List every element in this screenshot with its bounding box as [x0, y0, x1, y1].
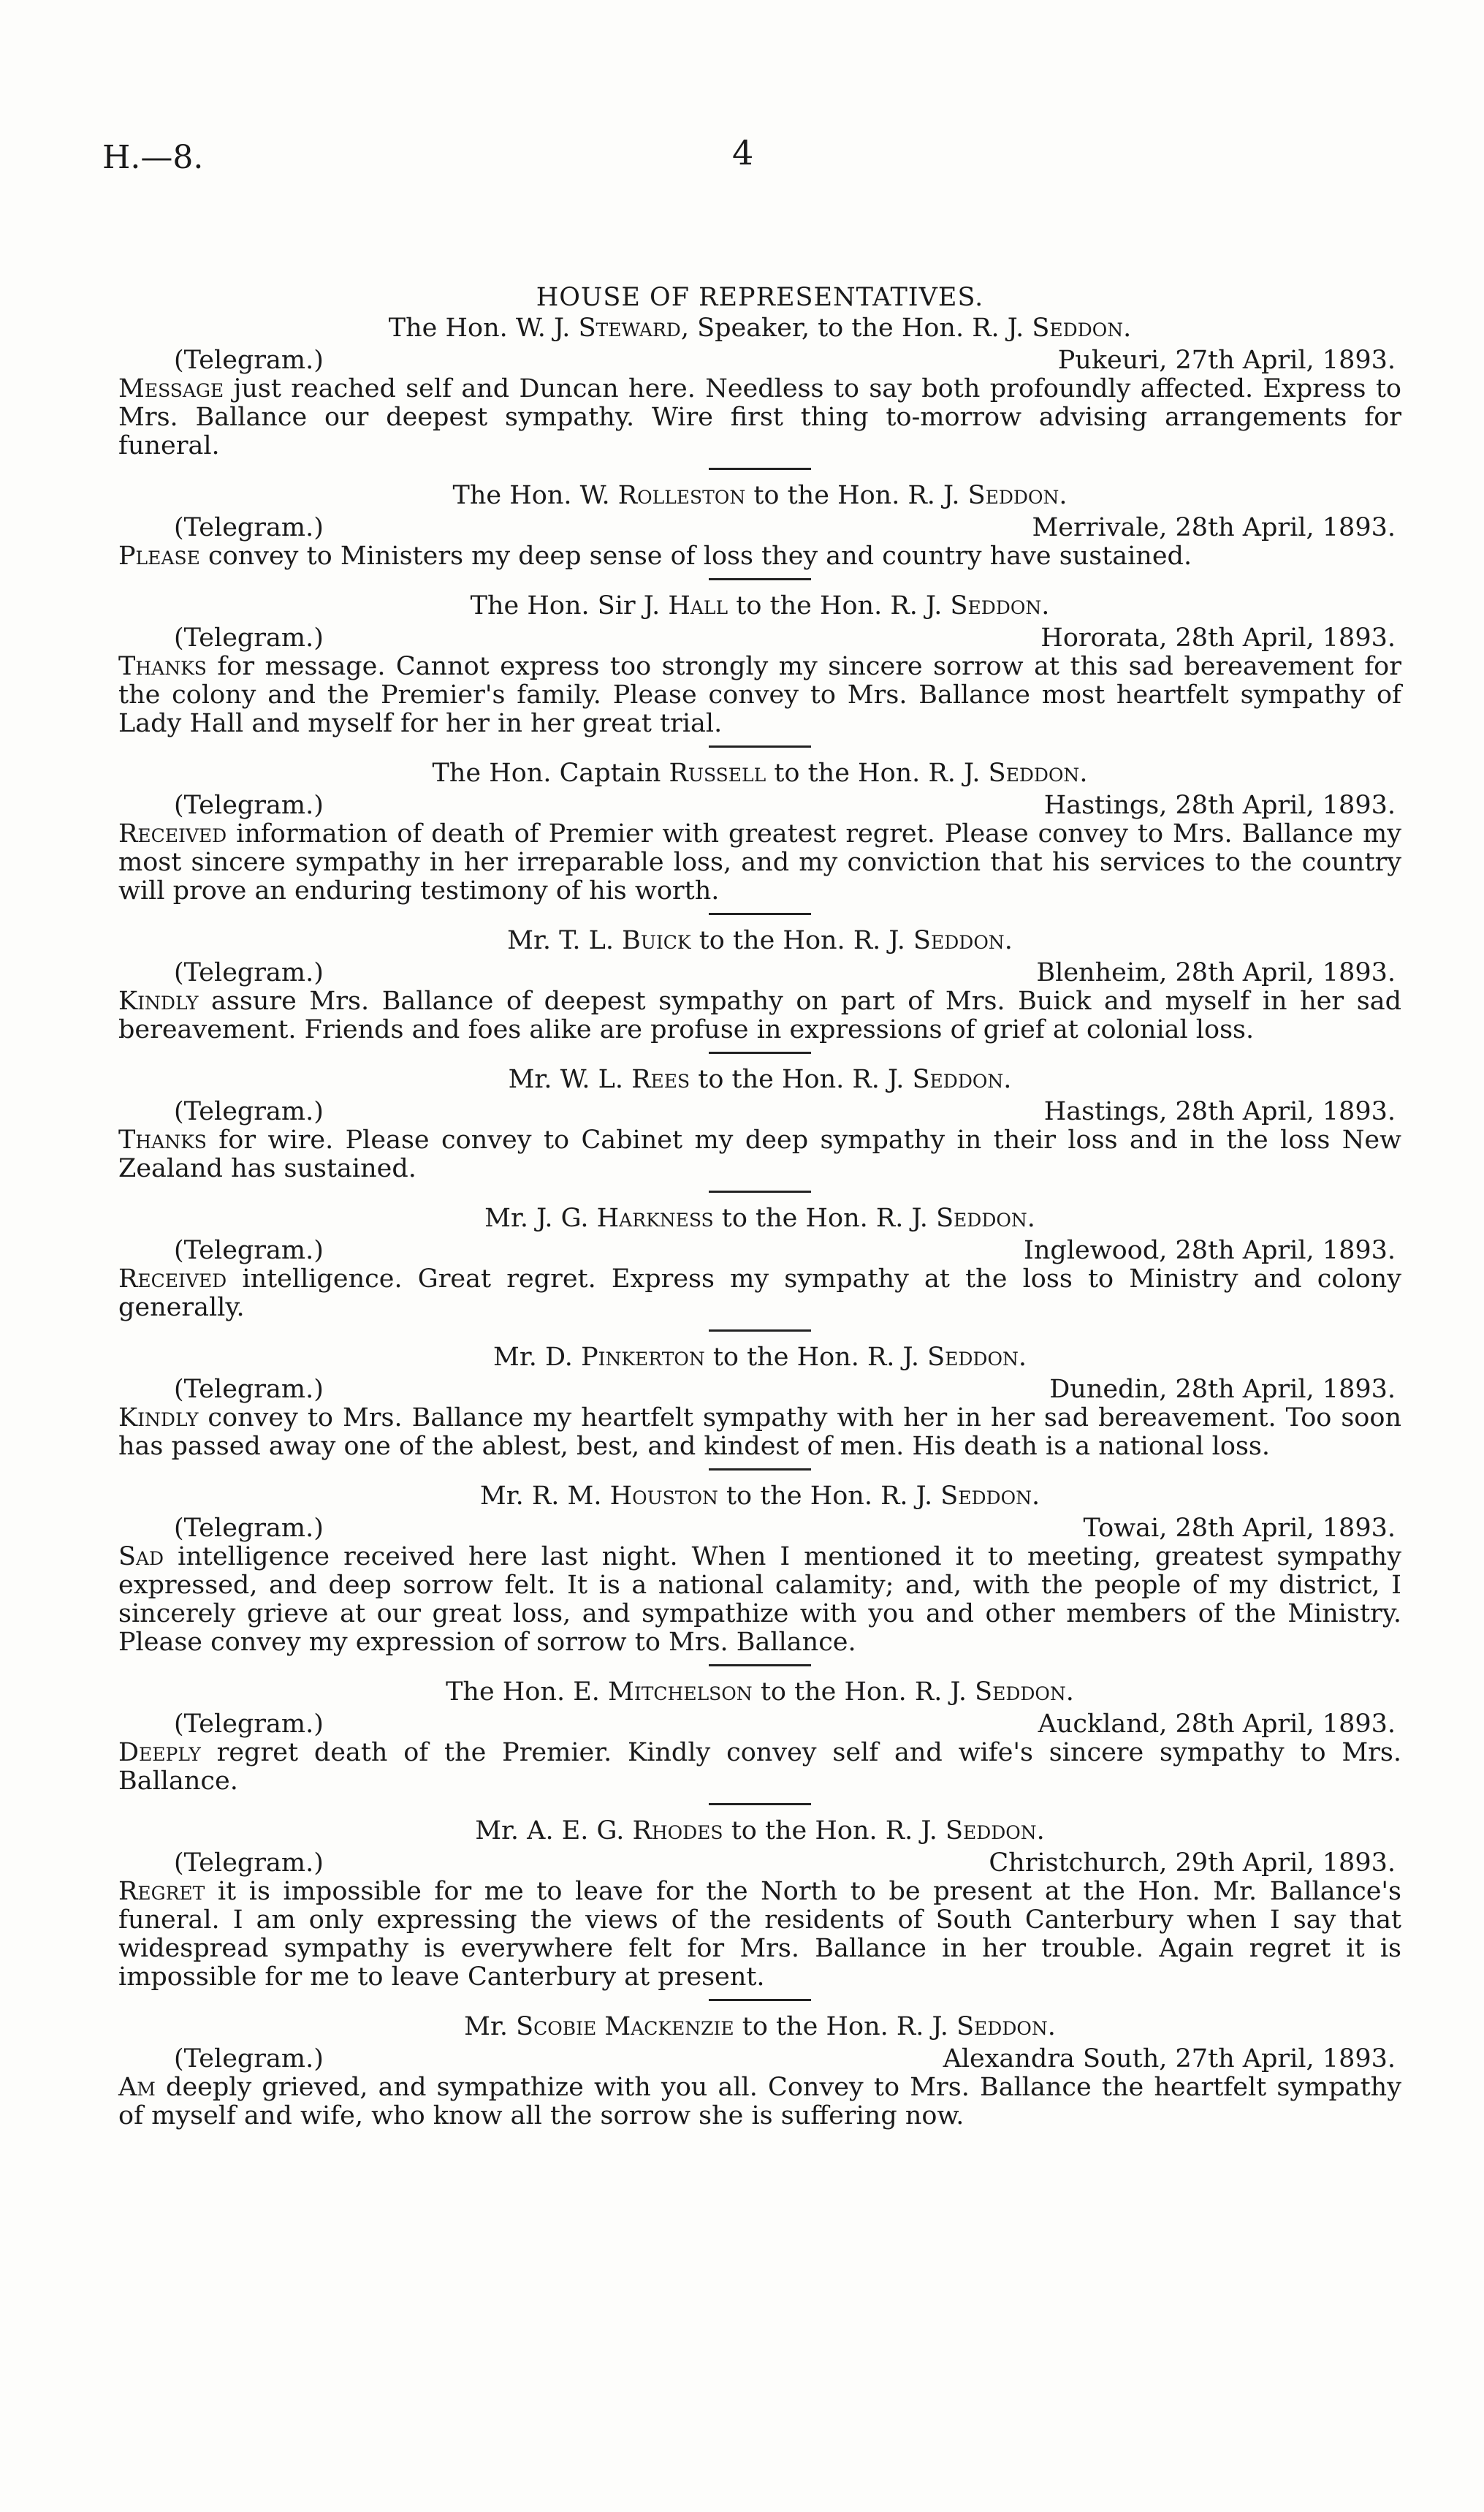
telegram [118, 2013, 1401, 2130]
telegram-meta [118, 1514, 1401, 1543]
telegram-meta [118, 1375, 1401, 1404]
telegram-place-date: Alexandra South, 27th April, 1893. [943, 2044, 1396, 2073]
telegram-place-date: Towai, 28th April, 1893. [1083, 1514, 1396, 1543]
separator-rule [709, 913, 811, 915]
separator-rule [709, 1052, 811, 1054]
telegram-meta [118, 1237, 1401, 1265]
document-body [118, 284, 1401, 2130]
telegram-text [118, 820, 1401, 906]
telegram-body: assure Mrs. Ballance of deepest sympathy on part of Mrs. Buick and myself in her sad bereavement. Friends and foes alike are profuse in expressions of grief at colonial loss. [118, 987, 1401, 1044]
telegram-text [118, 542, 1401, 571]
telegram-label: (Telegram.) [174, 1236, 324, 1265]
telegram-first-word: Message [118, 374, 224, 403]
telegram-heading: Mr. W. L. Rees to the Hon. R. J. Seddon. [508, 1065, 1012, 1094]
telegram-meta [118, 624, 1401, 653]
telegram-label: (Telegram.) [174, 1710, 324, 1739]
telegram-heading: Mr. J. G. Harkness to the Hon. R. J. Seddon. [484, 1204, 1035, 1233]
telegram-body: regret death of the Premier. Kindly convey self and wife's sincere sympathy to Mrs. Ballance. [118, 1738, 1401, 1796]
telegram-heading: Mr. T. L. Buick to the Hon. R. J. Seddon. [507, 926, 1013, 955]
telegram-text [118, 2073, 1401, 2130]
telegram-label: (Telegram.) [174, 1097, 324, 1126]
telegram-label: (Telegram.) [174, 1375, 324, 1404]
telegram-text [118, 653, 1401, 738]
telegram-text [118, 1878, 1401, 1992]
separator-rule [709, 1191, 811, 1193]
telegram-label: (Telegram.) [174, 513, 324, 542]
telegram-first-word: Kindly [118, 987, 199, 1016]
telegram-meta [118, 1849, 1401, 1878]
telegram-first-word: Sad [118, 1542, 164, 1571]
telegram-meta [118, 792, 1401, 820]
separator-rule [709, 468, 811, 470]
telegram-first-word: Received [118, 819, 227, 849]
telegram-place-date: Inglewood, 28th April, 1893. [1024, 1236, 1396, 1265]
telegram-label: (Telegram.) [174, 2044, 324, 2073]
telegram-first-word: Deeply [118, 1738, 201, 1767]
telegram-place-date: Hororata, 28th April, 1893. [1040, 623, 1396, 653]
telegram-body: for message. Cannot express too strongly my sincere sorrow at this sad bereavement for the colony and the Premier's family. Please convey to Mrs. Ballance most heartfelt sympathy of Lady Hall and myself for her in her great trial. [118, 652, 1401, 738]
telegram-heading: The Hon. W. Rolleston to the Hon. R. J. Seddon. [452, 481, 1068, 510]
paper-reference: H.—8. [102, 139, 204, 176]
telegram-place-date: Hastings, 28th April, 1893. [1043, 1097, 1396, 1126]
telegram-meta [118, 1098, 1401, 1126]
telegram [118, 1817, 1401, 1992]
telegram-heading: The Hon. E. Mitchelson to the Hon. R. J. Seddon. [446, 1677, 1074, 1707]
separator-rule [709, 1664, 811, 1666]
telegram-body: intelligence. Great regret. Express my sympathy at the loss to Ministry and colony generally. [118, 1264, 1401, 1322]
separator-rule [709, 578, 811, 580]
telegram-body: information of death of Premier with greatest regret. Please convey to Mrs. Ballance my most sincere sympathy in her irreparable loss, and my conviction that his services to the country will prove an enduring testimony of his worth. [118, 819, 1401, 906]
telegram-first-word: Please [118, 542, 200, 571]
telegram-body: intelligence received here last night. When I mentioned it to meeting, greatest sympathy expressed, and deep sorrow felt. It is a national calamity; and, with the people of my district, I sincerely grieve at our great loss, and sympathize with you and other members of the Ministry. Please convey my expression of sorrow to Mrs. Ballance. [118, 1542, 1401, 1657]
telegram-heading: Mr. R. M. Houston to the Hon. R. J. Seddon. [479, 1481, 1040, 1511]
telegram-meta [118, 346, 1401, 375]
telegram-place-date: Dunedin, 28th April, 1893. [1049, 1375, 1396, 1404]
telegram-meta [118, 514, 1401, 542]
telegram-label: (Telegram.) [174, 1514, 324, 1543]
telegram-first-word: Thanks [118, 652, 207, 681]
telegram-label: (Telegram.) [174, 958, 324, 987]
telegram [118, 1482, 1401, 1657]
telegram-heading: Mr. Scobie Mackenzie to the Hon. R. J. Seddon. [464, 2012, 1056, 2041]
telegram-heading: Mr. D. Pinkerton to the Hon. R. J. Seddon. [493, 1343, 1027, 1372]
telegram-text [118, 1126, 1401, 1183]
telegram-first-word: Regret [118, 1877, 205, 1906]
telegram-text [118, 1739, 1401, 1796]
telegram-body: convey to Ministers my deep sense of loss they and country have sustained. [199, 542, 1192, 571]
page-number: 4 [732, 133, 754, 172]
telegram-meta [118, 1710, 1401, 1739]
telegram-body: deeply grieved, and sympathize with you all. Convey to Mrs. Ballance the heartfelt sympathy of myself and wife, who know all the sorrow she is suffering now. [118, 2073, 1401, 2130]
telegram-place-date: Blenheim, 28th April, 1893. [1036, 958, 1396, 987]
telegram-list [118, 314, 1401, 2130]
telegram-place-date: Auckland, 28th April, 1893. [1038, 1710, 1396, 1739]
telegram-first-word: Kindly [118, 1403, 199, 1433]
telegram-text [118, 375, 1401, 460]
telegram-heading: Mr. A. E. G. Rhodes to the Hon. R. J. Seddon. [475, 1816, 1045, 1845]
telegram-first-word: Am [118, 2073, 156, 2102]
telegram-meta [118, 2045, 1401, 2073]
separator-rule [709, 1803, 811, 1805]
telegram [118, 1066, 1401, 1183]
telegram [118, 1343, 1401, 1461]
telegram-meta [118, 959, 1401, 987]
telegram-label: (Telegram.) [174, 623, 324, 653]
telegram [118, 592, 1401, 738]
telegram [118, 759, 1401, 906]
separator-rule [709, 1468, 811, 1471]
telegram-place-date: Hastings, 28th April, 1893. [1043, 791, 1396, 820]
separator-rule [709, 1999, 811, 2001]
separator-rule [709, 1329, 811, 1332]
telegram [118, 482, 1401, 571]
telegram-first-word: Thanks [118, 1126, 207, 1155]
telegram-place-date: Pukeuri, 27th April, 1893. [1057, 346, 1396, 375]
telegram-first-word: Received [118, 1264, 227, 1294]
telegram-text [118, 987, 1401, 1044]
telegram-text [118, 1543, 1401, 1657]
telegram-label: (Telegram.) [174, 1848, 324, 1878]
telegram-body: just reached self and Duncan here. Needless to say both profoundly affected. Express to Mrs. Ballance our deepest sympathy. Wire first thing to-morrow advising arrangements for funeral. [118, 374, 1401, 460]
telegram-heading: The Hon. Sir J. Hall to the Hon. R. J. Seddon. [470, 591, 1050, 621]
telegram-place-date: Merrivale, 28th April, 1893. [1032, 513, 1396, 542]
telegram [118, 1204, 1401, 1322]
section-title: HOUSE OF REPRESENTATIVES. [536, 283, 984, 312]
telegram-text [118, 1404, 1401, 1461]
telegram [118, 314, 1401, 460]
telegram-text [118, 1265, 1401, 1322]
telegram-label: (Telegram.) [174, 791, 324, 820]
telegram-heading: The Hon. Captain Russell to the Hon. R. J. Seddon. [432, 759, 1088, 788]
telegram [118, 1678, 1401, 1796]
telegram-body: it is impossible for me to leave for the North to be present at the Hon. Mr. Ballance's funeral. I am only expressing the views of the residents of South Canterbury when I say that widespread sympathy is everywhere felt for Mrs. Ballance in her trouble. Again regret it is impossible for me to leave Canterbury at present. [118, 1877, 1401, 1992]
telegram-body: convey to Mrs. Ballance my heartfelt sympathy with her in her sad bereavement. Too soon has passed away one of the ablest, best, and kindest of men. His death is a national loss. [118, 1403, 1401, 1461]
telegram-place-date: Christchurch, 29th April, 1893. [989, 1848, 1396, 1878]
telegram [118, 927, 1401, 1044]
telegram-label: (Telegram.) [174, 346, 324, 375]
telegram-heading: The Hon. W. J. Steward, Speaker, to the Hon. R. J. Seddon. [388, 314, 1132, 343]
telegram-body: for wire. Please convey to Cabinet my deep sympathy in their loss and in the loss New Zealand has sustained. [118, 1126, 1401, 1183]
separator-rule [709, 745, 811, 748]
